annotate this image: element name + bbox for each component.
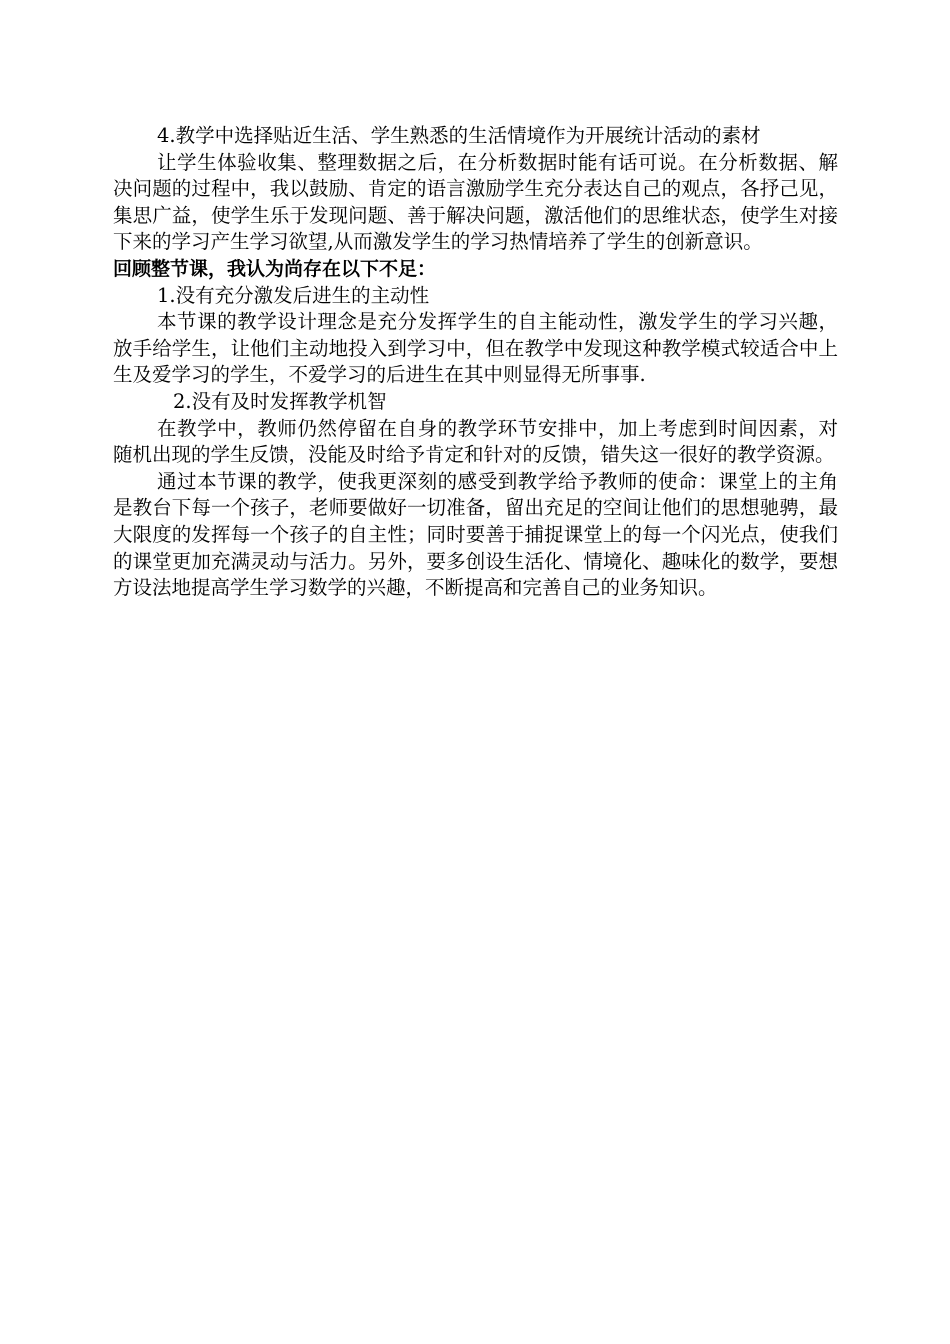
paragraph-item-1: 1.没有充分激发后进生的主动性 xyxy=(157,283,430,307)
paragraph-teaching-feedback: 在教学中，教师仍然停留在自身的教学环节安排中，加上考虑到时间因素，对随机出现的学生反馈，没能及时给予肯定和针对的反馈，错失这一很好的教学资源。 xyxy=(113,416,838,467)
paragraph-item-2: 2.没有及时发挥教学机智 xyxy=(173,389,387,413)
paragraph-data-analysis: 让学生体验收集、整理数据之后，在分析数据时能有话可说。在分析数据、解决问题的过程中，我以鼓励、肯定的语言激励学生充分表达自己的观点，各抒己见，集思广益，使学生乐于发现问题、善于解决问题，激活他们的思维状态，使学生对接下来的学习产生学习欲望,从而激发学生的学习热情培养了学生的创新意识。 xyxy=(113,150,838,254)
document-body xyxy=(113,123,838,602)
paragraph-item-4: 4.教学中选择贴近生活、学生熟悉的生活情境作为开展统计活动的素材 xyxy=(157,124,761,147)
paragraph-design-concept: 本节课的教学设计理念是充分发挥学生的自主能动性，激发学生的学习兴趣，放手给学生，让他们主动地投入到学习中，但在教学中发现这种教学模式较适合中上生及爱学习的学生，不爱学习的后进生在其中则显得无所事事. xyxy=(113,310,838,387)
section-heading-shortcomings: 回顾整节课，我认为尚存在以下不足： xyxy=(113,257,437,280)
paragraph-conclusion: 通过本节课的教学，使我更深刻的感受到教学给予教师的使命：课堂上的主角是教台下每一个孩子，老师要做好一切准备，留出充足的空间让他们的思想驰骋，最大限度的发挥每一个孩子的自主性；同时要善于捕捉课堂上的每一个闪光点，使我们的课堂更加充满灵动与活力。另外，要多创设生活化、情境化、趣味化的数学，要想方设法地提高学生学习数学的兴趣，不断提高和完善自己的业务知识。 xyxy=(113,469,838,600)
